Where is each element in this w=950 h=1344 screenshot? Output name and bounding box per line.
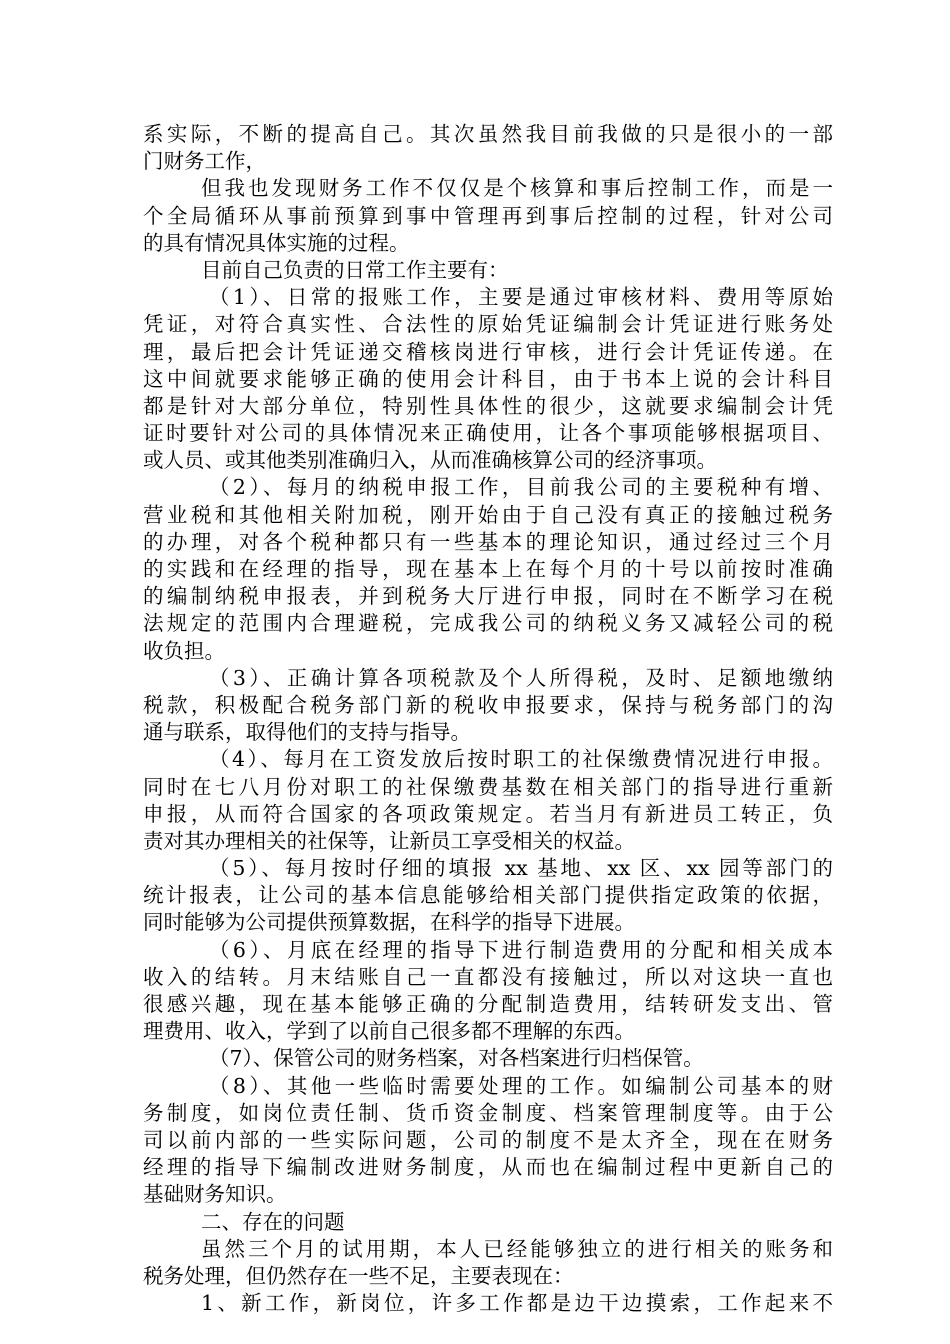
text-line: 个全局循环从事前预算到事中管理再到事后控制的过程，针对公司	[143, 203, 833, 228]
text-line: 营业税和其他相关附加税，刚开始由于自己没有真正的接触过税务	[143, 502, 833, 527]
text-line: 收负担。	[143, 638, 225, 663]
text-line: 目前自己负责的日常工作主要有：	[201, 257, 509, 282]
text-line: 1、新工作，新岗位，许多工作都是边干边摸索，工作起来不	[201, 1291, 833, 1316]
text-line: 法规定的范围内合理避税，完成我公司的纳税义务又减轻公司的税	[143, 611, 833, 636]
text-line: 或人员、或其他类别准确归入，从而准确核算公司的经济事项。	[143, 448, 717, 473]
text-line: 税务处理，但仍然存在一些不足，主要表现在：	[143, 1263, 574, 1288]
text-line: 责对其办理相关的社保等，让新员工享受相关的权益。	[143, 828, 635, 853]
text-line: 统计报表，让公司的基本信息能够给相关部门提供指定政策的依据，	[143, 883, 833, 908]
text-line: （8）、其他一些临时需要处理的工作。如编制公司基本的财	[209, 1073, 833, 1098]
text-line: 虽然三个月的试用期，本人已经能够独立的进行相关的账务和	[201, 1236, 833, 1261]
document-body	[143, 121, 833, 1317]
text-line: （7）、保管公司的财务档案，对各档案进行归档保管。	[209, 1046, 704, 1071]
text-line: （1）、日常的报账工作，主要是通过审核材料、费用等原始	[209, 285, 833, 310]
text-line: 这中间就要求能够正确的使用会计科目，由于书本上说的会计科目	[143, 366, 833, 391]
text-line: 很感兴趣，现在基本能够正确的分配制造费用，结转研发支出、管	[143, 992, 833, 1016]
text-line: 凭证，对符合真实性、合法性的原始凭证编制会计凭证进行账务处	[143, 312, 833, 337]
text-line: （5）、每月按时仔细的填报 xx 基地、xx 区、xx 园等部门的	[209, 856, 833, 881]
text-line: 的编制纳税申报表，并到税务大厅进行申报，同时在不断学习在税	[143, 584, 833, 609]
text-line: 理，最后把会计凭证递交稽核岗进行审核，进行会计凭证传递。在	[143, 339, 833, 364]
text-line: 同时在七八月份对职工的社保缴费基数在相关部门的指导进行重新	[143, 774, 833, 799]
text-line: 税款，积极配合税务部门新的税收申报要求，保持与税务部门的沟	[143, 692, 833, 717]
text-line: 门财务工作，	[143, 149, 266, 174]
text-line: 申报，从而符合国家的各项政策规定。若当月有新进员工转正，负	[143, 801, 833, 826]
text-line: （4）、每月在工资发放后按时职工的社保缴费情况进行申报。	[209, 747, 833, 772]
text-line: 收入的结转。月末结账自己一直都没有接触过，所以对这块一直也	[143, 964, 833, 989]
text-line: 的具有情况具体实施的过程。	[143, 230, 410, 255]
text-line: （3）、正确计算各项税款及个人所得税，及时、足额地缴纳	[209, 665, 833, 690]
text-line: 理费用、收入，学到了以前自己很多都不理解的东西。	[143, 1019, 635, 1044]
text-line: 的办理，对各个税种都只有一些基本的理论知识，通过经过三个月	[143, 529, 833, 554]
text-line: 系实际，不断的提高自己。其次虽然我目前我做的只是很小的一部	[143, 122, 833, 146]
text-line: 通与联系，取得他们的支持与指导。	[143, 720, 471, 745]
text-line: （2）、每月的纳税申报工作，目前我公司的主要税种有增、	[209, 475, 833, 500]
text-line: 的实践和在经理的指导，现在基本上在每个月的十号以前按时准确	[143, 557, 833, 581]
text-line: 基础财务知识。	[143, 1182, 287, 1207]
section-heading: 二、存在的问题	[201, 1209, 345, 1234]
text-line: 经理的指导下编制改进财务制度，从而也在编制过程中更新自己的	[143, 1155, 833, 1180]
text-line: 但我也发现财务工作不仅仅是个核算和事后控制工作，而是一	[201, 176, 833, 201]
text-line: 同时能够为公司提供预算数据，在科学的指导下进展。	[143, 910, 635, 935]
text-line: 证时要针对公司的具体情况来正确使用，让各个事项能够根据项目、	[143, 421, 833, 446]
text-line: 务制度，如岗位责任制、货币资金制度、档案管理制度等。由于公	[143, 1100, 833, 1125]
text-line: 司以前内部的一些实际问题，公司的制度不是太齐全，现在在财务	[143, 1127, 833, 1152]
text-line: 都是针对大部分单位，特别性具体性的很少，这就要求编制会计凭	[143, 393, 833, 418]
text-line: （6）、月底在经理的指导下进行制造费用的分配和相关成本	[209, 937, 833, 962]
